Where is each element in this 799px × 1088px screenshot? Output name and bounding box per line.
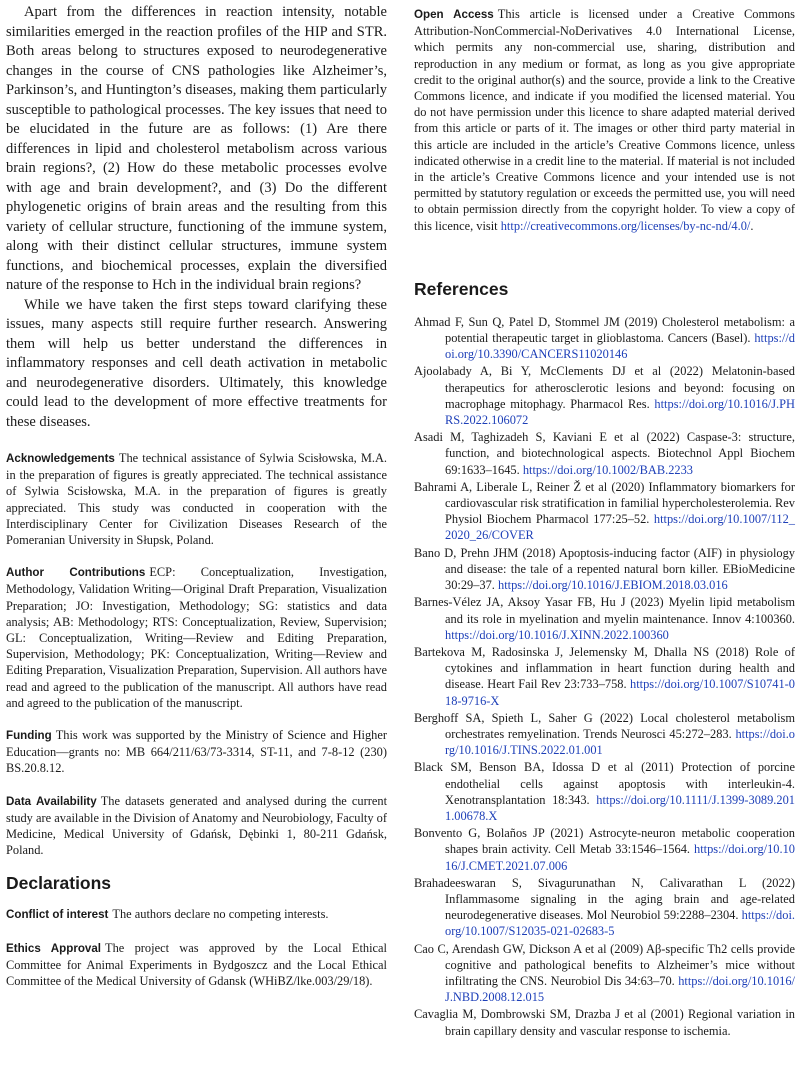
body-paragraph: Apart from the differences in reaction intensity, notable similarities emerged in the reaction profiles of the HIP and STR. Both areas belong to structures exposed to neurodegenerative changes in the course of CNS pathologies like Alzheimer’s, Parkinson’s, and Huntington’s diseases, making them particularly susceptible to pathological processes. The key issues that need to be elucidated in the future are as follows: (1) Are there differences in lipid and cholesterol metabolism across various brain regions?, (2) How do these metabolic processes evolve with age and brain development?, and (3) Do the different phylogenetic origins of brain areas and the resulting from this variety of cellular structure, functioning of the immune system, along with their distinct cellular structures, immune system functions, and biochemical processes, explain the diversified nature of the response to Hch in the individual brain regions? [6,4,387,293]
funding-section [6,727,387,777]
conflict-heading: Conflict of interest [6,908,109,922]
acknowledgements-text: The technical assistance of Sylwia Scisłowska, M.A. in the preparation of figures is greatly appreciated. The technical assistance of Sylwia Scisłowska, M.A. in the preparation of figures is greatly appreciated. This study was conducted in cooperation with the Interdisciplinary Center for Civilization Diseases Research of the Pomeranian University in Słupsk, Poland. [6,451,387,548]
reference-item [414,875,795,940]
reference-item [414,429,795,478]
reference-item [414,759,795,824]
data-availability-heading: Data Availability [6,794,97,808]
reference-text: Cao C, Arendash GW, Dickson A et al (2009) Aβ-specific Th2 cells provide cognitive and pathological benefits to Alzheimer’s mice without infiltrating the CNS. Neurobiol Dis 34:63–70. [414,941,795,988]
author-contributions-text: ECP: Conceptualization, Investigation, Methodology, Validation Writing—Original Draft Preparation, Visualization Preparation; JO: Investigation, Methodology; SG: statistics and data analysis; AB: Methodology; RTS: Conceptualization, Review, Supervision; GL: Conceptualization, Writing—Review and Editing Preparation, Supervision, Methodology; PK: Conceptualization, Writing—Review and Editing Preparation, Visualization Preparation, Supervision. All authors have read and agreed to the publication of the manuscript. All authors have read and agreed to the publication of the manuscript. [6,565,388,710]
reference-doi-link[interactable]: https://doi.org/10.1016/J.NBD.2008.12.015 [445,973,795,1005]
body-paragraph: While we have taken the first steps toward clarifying these issues, many aspects still require further research. Answering them will help us better understand the differences in inflammatory responses and cell death activation in metabolic and neurodegenerative disorders. Ultimately, this knowledge could lead to the development of more effective treatments for these diseases. [6,296,387,430]
reference-doi-link[interactable]: https://doi.org/10.1002/BAB.2233 [522,462,693,477]
right-column [414,0,795,1040]
reference-text: Cavaglia M, Dombrowski SM, Drazba J et al (2001) Regional variation in brain capillary density and vascular response to ischemia. [414,1007,795,1038]
reference-text: Bartekova M, Radosinska J, Jelemensky M, Dhalla NS (2018) Role of cytokines and inflammation in heart function during health and disease. Heart Fail Rev 23:733–758. [414,644,795,692]
conflict-text: The authors declare no competing interests. [112,907,329,922]
reference-text: Barnes-Vélez JA, Aksoy Yasar FB, Hu J (2023) Myelin lipid metabolism and its role in myelination and myelin maintenance. Innov 4:100360. [414,595,795,626]
reference-doi-link[interactable]: https://doi.org/10.1007/S10741-018-9716-X [445,677,795,708]
license-link[interactable]: http://creativecommons.org/licenses/by-nc-nd/4.0/ [500,218,751,233]
reference-text: Berghoff SA, Spieth L, Saher G (2022) Local cholesterol metabolism orchestrates remyelination. Trends Neurosci 45:272–283. [414,710,795,741]
reference-text: Black SM, Benson BA, Idossa D et al (2011) Protection of porcine endothelial cells against apoptosis with interleukin-4. Xenotransplantation 18:343. [414,760,795,807]
conflict-section [6,906,387,923]
funding-heading: Funding [6,729,52,743]
reference-item [414,314,795,363]
data-availability-section [6,793,387,859]
reference-text: Ahmad F, Sun Q, Patel D, Stommel JM (2019) Cholesterol metabolism: a potential therapeutic target in glioblastoma. Cancers (Basel). [414,314,795,346]
reference-text: Asadi M, Taghizadeh S, Kaviani E et al (2022) Caspase-3: structure, function, and biotechnological aspects. Biotechnol Appl Biochem 69:1633–1645. [414,430,795,477]
acknowledgements-section [6,450,387,548]
reference-item [414,363,795,428]
reference-list [414,314,795,1039]
open-access-tail: . [750,218,754,233]
reference-item [414,710,795,759]
funding-text: This work was supported by the Ministry of Science and Higher Education—grants no: MB 664/211/63/73-3314, ST-11, and 7-8-12 (230) BS.20.8.12. [6,728,387,776]
reference-doi-link[interactable]: https://doi.org/10.1016/J.XINN.2022.100360 [445,627,669,642]
declarations-heading: Declarations [6,873,112,894]
reference-text: Bonvento G, Bolaños JP (2021) Astrocyte-neuron metabolic cooperation shapes brain activity. Cell Metab 33:1546–1564. [414,826,795,857]
reference-doi-link[interactable]: https://doi.org/10.1007/112_2020_26/COVER [445,512,795,543]
acknowledgements-heading: Acknowledgements [6,452,115,465]
reference-doi-link[interactable]: https://doi.org/10.1111/J.1399-3089.2011.00678.X [445,792,795,823]
ethics-text: The project was approved by the Local Ethical Committee for Animal Experiments in Bydgoszcz and the Local Ethical Committee of the Medical University of Gdansk (WHiBZ/lke.003/29/18). [6,940,387,989]
open-access-text: This article is licensed under a Creative Commons Attribution-NonCommercial-NoDerivatives 4.0 International License, which permits any non-commercial use, sharing, distribution and reproduction in any medium or format, as long as you give appropriate credit to the original author(s) and the source, provide a link to the Creative Commons licence, and indicate if you modified the licensed material. You do not have permission under this licence to share adapted material derived from this article or parts of it. The images or other third party material in this article are included in the article’s Creative Commons licence, unless indicated otherwise in a credit line to the material. If material is not included in the article’s Creative Commons licence and your intended use is not permitted by statutory regulation or exceeds the permitted use, you will need to obtain permission directly from the copyright holder. To view a copy of this licence, visit [414,7,795,233]
author-contributions-section [6,564,387,711]
reference-item [414,1006,795,1038]
reference-doi-link[interactable]: https://doi.org/10.1016/J.CMET.2021.07.006 [445,842,795,873]
reference-item [414,941,795,1006]
ethics-section [6,940,387,990]
reference-text: Ajoolabady A, Bi Y, McClements DJ et al (2022) Melatonin-based therapeutics for atherosclerotic lesions and beyond: focusing on macrophage mitophagy. Pharmacol Res. [414,364,795,411]
reference-doi-link[interactable]: https://doi.org/10.1016/J.EBIOM.2018.03.016 [498,578,728,593]
references-heading: References [414,278,509,299]
reference-item [414,479,795,544]
left-column [6,0,387,989]
reference-item [414,644,795,709]
reference-text: Brahadeeswaran S, Sivagurunathan N, Calivarathan L (2022) Inflammasome signaling in the aging brain and age-related neurodegenerative diseases. Mol Neurobiol 59:2288–2304. [414,875,795,923]
reference-item [414,825,795,874]
author-contributions-heading: Author Contributions [6,566,146,580]
reference-item [414,545,795,594]
reference-doi-link[interactable]: https://doi.org/10.1016/J.TINS.2022.01.001 [445,726,795,758]
open-access-section [414,6,795,234]
open-access-heading: Open Access [414,8,494,21]
reference-doi-link[interactable]: https://doi.org/10.1007/S12035-021-02683-5 [445,908,795,939]
data-availability-text: The datasets generated and analysed during the current study are available in the Division of Anatomy and Neurobiology, Faculty of Medicine, Medical University of Gdańsk, Dębinki 1, 80-211 Gdańsk, Poland. [6,793,388,858]
reference-item [414,594,795,643]
reference-doi-link[interactable]: https://doi.org/10.1016/J.PHRS.2022.106072 [445,396,795,428]
reference-text: Bano D, Prehn JHM (2018) Apoptosis-inducing factor (AIF) in physiology and disease: the tale of a repented natural born killer. EBioMedicine 30:29–37. [414,545,795,593]
reference-doi-link[interactable]: https://doi.org/10.3390/CANCERS11020146 [445,331,795,362]
ethics-heading: Ethics Approval [6,941,102,955]
reference-text: Bahrami A, Liberale L, Reiner Ž et al (2020) Inflammatory biomarkers for cardiovascular risk stratification in familial hypercholesterolemia. Rev Physiol Biochem Pharmacol 177:25–52. [414,479,795,527]
